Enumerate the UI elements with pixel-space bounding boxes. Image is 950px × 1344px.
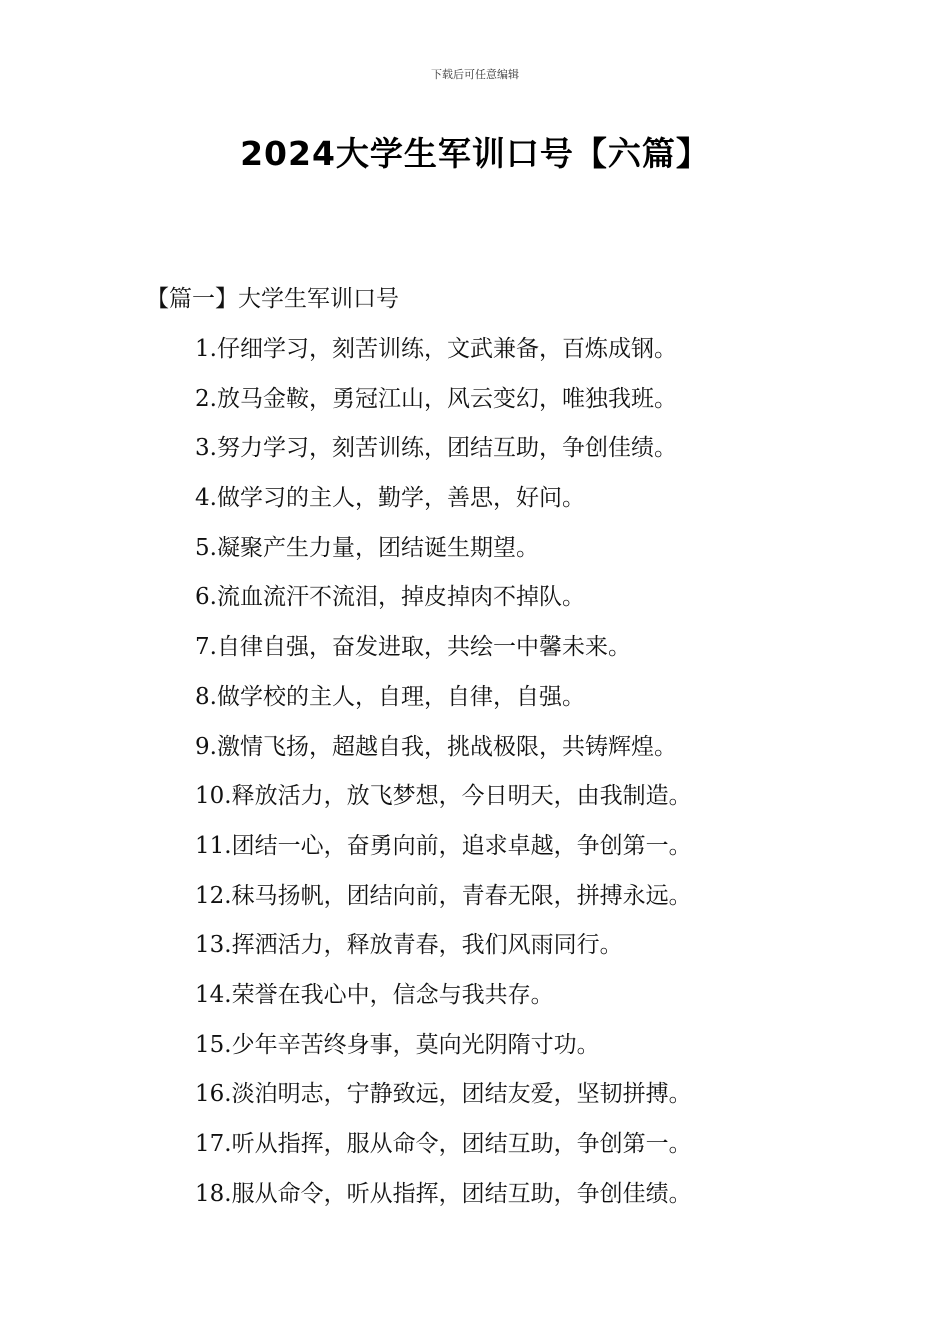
slogan-item: 1.仔细学习，刻苦训练，文武兼备，百炼成钢。 [195,336,677,362]
slogan-item: 12.秣马扬帆，团结向前，青春无限，拼搏永远。 [195,882,692,909]
slogan-item: 14.荣誉在我心中，信念与我共存。 [195,981,554,1008]
slogan-list [195,333,692,1227]
slogan-item: 7.自律自强，奋发进取，共绘一中馨未来。 [195,634,631,661]
header-note: 下载后可任意编辑 [431,68,519,81]
slogan-item: 18.服从命令，听从指挥，团结互助，争创佳绩。 [195,1180,692,1207]
slogan-item: 4.做学习的主人，勤学，善思，好问。 [195,485,585,512]
section-heading: 【篇一】大学生军训口号 [146,286,399,312]
document-title: 2024大学生军训口号【六篇】 [240,134,710,173]
slogan-item: 2.放马金鞍，勇冠江山，风云变幻，唯独我班。 [195,385,677,412]
slogan-item: 10.释放活力，放飞梦想，今日明天，由我制造。 [195,783,692,810]
slogan-item: 15.少年辛苦终身事，莫向光阴隋寸功。 [195,1031,600,1058]
slogan-item: 11.团结一心，奋勇向前，追求卓越，争创第一。 [195,832,692,859]
slogan-item: 9.激情飞扬，超越自我，挑战极限，共铸辉煌。 [195,733,677,760]
slogan-item: 13.挥洒活力，释放青春，我们风雨同行。 [195,932,623,959]
slogan-item: 6.流血流汗不流泪，掉皮掉肉不掉队。 [195,584,585,611]
slogan-item: 17.听从指挥，服从命令，团结互助，争创第一。 [195,1131,692,1157]
slogan-item: 16.淡泊明志，宁静致远，团结友爱，坚韧拼搏。 [195,1081,692,1108]
slogan-item: 3.努力学习，刻苦训练，团结互助，争创佳绩。 [195,435,677,462]
slogan-item: 5.凝聚产生力量，团结诞生期望。 [195,534,539,561]
slogan-item: 8.做学校的主人，自理，自律，自强。 [195,683,585,710]
